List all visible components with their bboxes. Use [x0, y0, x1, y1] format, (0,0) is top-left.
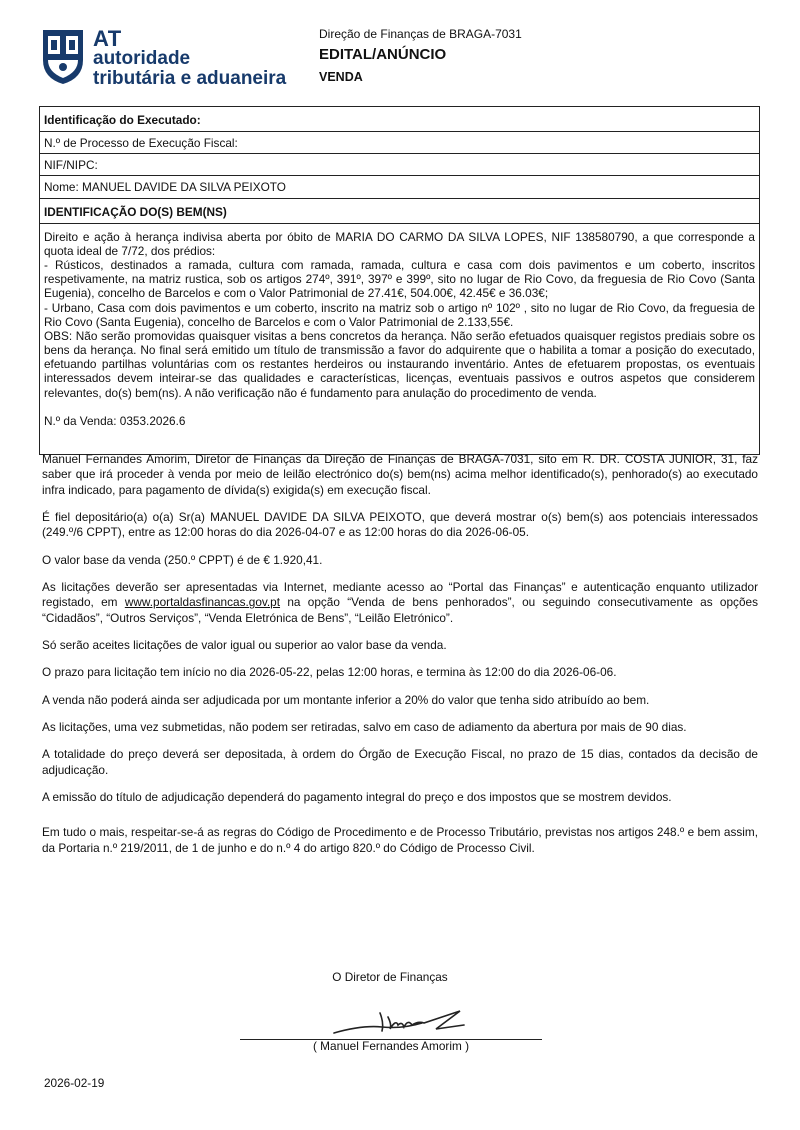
- body-paragraph-1: Manuel Fernandes Amorim, Diretor de Finanças da Direção de Finanças de BRAGA-7031, sito em R. DR. COSTA JUNIOR, 31, faz saber que irá proceder à venda por meio de leilão electrónico do(s) bem(ns) acima melhor identificado(s), penhorado(s) ao executado infra indicado, para pagamento de dívida(s) exigida(s) em execução fiscal.: [42, 452, 758, 497]
- document-title: EDITAL/ANÚNCIO: [319, 46, 447, 63]
- logo-line-3: tributária e aduaneira: [93, 68, 287, 89]
- identification-box: [39, 106, 760, 455]
- bens-description: [40, 224, 759, 454]
- shield-emblem-icon: [40, 26, 86, 86]
- handwritten-signature-icon: [332, 1003, 472, 1039]
- executado-heading: Identificação do Executado:: [40, 107, 759, 132]
- bens-paragraph-1: Direito e ação à herança indivisa aberta por óbito de MARIA DO CARMO DA SILVA LOPES, NIF 138580790, a que corresponde a quota ideal de 7/72, dos prédios:: [44, 229, 755, 258]
- logo-line-2: autoridade: [93, 48, 191, 69]
- venda-number: N.º da Venda: 0353.2026.6: [44, 413, 186, 428]
- body-paragraph-2: É fiel depositário(a) o(a) Sr(a) MANUEL DAVIDE DA SILVA PEIXOTO, que deverá mostrar o(s) bem(s) aos potenciais interessados (249.º/6 CPPT), entre as 12:00 horas do dia 2026-04-07 e as 12:00 horas do dia 2026-06-05.: [42, 509, 758, 540]
- logo-abbr: AT: [93, 26, 122, 51]
- body-paragraph-5: Só serão aceites licitações de valor igual ou superior ao valor base da venda.: [42, 637, 447, 652]
- signatory-name: ( Manuel Fernandes Amorim ): [312, 1039, 470, 1053]
- body-paragraph-4: [42, 580, 758, 626]
- body-paragraph-9: A totalidade do preço deverá ser depositada, à ordem do Órgão de Execução Fiscal, no prazo de 15 dias, contados da decisão de adjudicação.: [42, 747, 758, 777]
- signature-role: O Diretor de Finanças: [332, 970, 448, 984]
- body-p4-after: na opção “Venda de bens penhorados”, ou seguindo consecutivamente as opções “Cidadãos”, “Outros Serviços”, “Venda Eletrónica de Bens”, “Leilão Eletrónico”.: [42, 595, 758, 625]
- at-logo: [40, 26, 300, 96]
- document-date: 2026-02-19: [44, 1076, 105, 1090]
- portal-link[interactable]: www.portaldasfinancas.gov.pt: [124, 595, 281, 610]
- office-name: Direção de Finanças de BRAGA-7031: [319, 27, 522, 41]
- nome-field: Nome: MANUEL DAVIDE DA SILVA PEIXOTO: [40, 176, 759, 198]
- bens-heading: IDENTIFICAÇÃO DO(S) BEM(NS): [40, 199, 759, 224]
- body-paragraph-6: O prazo para licitação tem início no dia 2026-05-22, pelas 12:00 horas, e termina às 12:00 do dia 2026-06-06.: [42, 665, 617, 680]
- body-paragraph-10: A emissão do título de adjudicação dependerá do pagamento integral do preço e dos impostos que se mostrem devidos.: [42, 789, 672, 804]
- bens-paragraph-obs: OBS: Não serão promovidas quaisquer visitas a bens concretos da herança. Não serão efetuados quaisquer registos prediais sobre os bens da herança. No final será emitido um título de transmissão a favor do adquirente que o habilita a tomar a posição do executado, efetuando partilhas voluntárias com os restantes herdeiros ou instaurando inventário. Antes de efetuarem propostas, os eventuais interessados devem inteirar-se das qualidades e características, licenças, eventuais passivos e outros aspetos que considerem relevantes, do(s) bem(ns). A não verificação não é fundamento para anulação do procedimento de venda.: [44, 328, 755, 400]
- nif-field: NIF/NIPC:: [40, 154, 759, 176]
- processo-field: N.º de Processo de Execução Fiscal:: [40, 132, 759, 154]
- body-paragraph-7: A venda não poderá ainda ser adjudicada por um montante inferior a 20% do valor que tenha sido atribuído ao bem.: [42, 692, 650, 707]
- bens-paragraph-3: - Urbano, Casa com dois pavimentos e um coberto, inscrito na matriz sob o artigo nº 102º , sito no lugar de Rio Covo, da freguesia de Rio Covo (Santa Eugenia), concelho de Barcelos e com o Valor Patrimonial de 2.133,55€.: [44, 300, 755, 329]
- document-header: [319, 27, 522, 84]
- body-paragraph-3: O valor base da venda (250.º CPPT) é de € 1.920,41.: [42, 552, 323, 567]
- document-subtitle: VENDA: [319, 70, 363, 84]
- edital-body: [42, 452, 758, 868]
- body-paragraph-11: Em tudo o mais, respeitar-se-á as regras do Código de Procedimento e de Processo Tributário, previstas nos artigos 248.º e bem assim, da Portaria n.º 219/2011, de 1 de junho e do n.º 4 do artigo 820.º do Código de Processo Civil.: [42, 825, 758, 855]
- bens-paragraph-2: - Rústicos, destinados a ramada, cultura com ramada, ramada, cultura e casa com dois pavimentos e um coberto, inscritos respetivamente, na matriz rustica, sob os artigos 274º, 391º, 397º e 399º, sito no lugar de Rio Covo, da freguesia de Rio Covo (Santa Eugenia), concelho de Barcelos e com o Valor Patrimonial de 27.41€, 504.00€, 42.45€ e 36.03€;: [44, 258, 755, 301]
- body-paragraph-8: As licitações, uma vez submetidas, não podem ser retiradas, salvo em caso de adiamento da abertura por mais de 90 dias.: [42, 719, 687, 734]
- body-p4-before: As licitações deverão ser apresentadas via Internet, mediante acesso ao “Portal das Finanças” e autenticação enquanto utilizador registado, em: [42, 579, 758, 610]
